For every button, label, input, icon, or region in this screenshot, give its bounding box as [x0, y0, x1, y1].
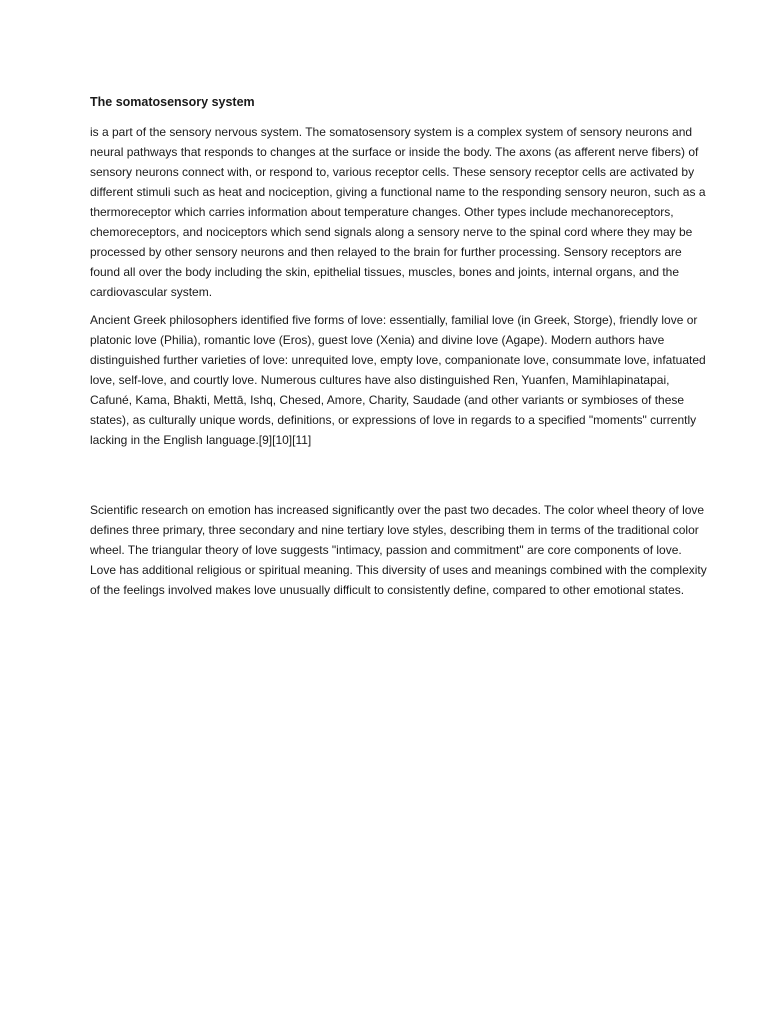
- paragraph-forms-of-love: Ancient Greek philosophers identified five forms of love: essentially, familial love (in Greek, Storge), friendly love or platonic love (Philia), romantic love (Eros), guest love (Xenia) and divine love (Agape). Modern authors have distinguished further varieties of love: unrequited love, empty love, companionate love, consummate love, infatuated love, self-love, and courtly love. Numerous cultures have also distinguished Ren, Yuanfen, Mamihlapinatapai, Cafuné, Kama, Bhakti, Mettā, Ishq, Chesed, Amore, Charity, Saudade (and other variants or symbioses of these states), as culturally unique words, definitions, or expressions of love in regards to a specified "moments" currently lacking in the English language.[9][10][11]: [90, 313, 706, 447]
- document-page: [90, 92, 710, 600]
- paragraph-scientific-research: Scientific research on emotion has increased significantly over the past two decades. The color wheel theory of love defines three primary, three secondary and nine tertiary love styles, describing them in terms of the traditional color wheel. The triangular theory of love suggests "intimacy, passion and commitment" are core components of love. Love has additional religious or spiritual meaning. This diversity of uses and meanings combined with the complexity of the feelings involved makes love unusually difficult to consistently define, compared to other emotional states.: [90, 503, 707, 597]
- document-title: The somatosensory system: [90, 95, 255, 109]
- paragraph-somatosensory: is a part of the sensory nervous system. The somatosensory system is a complex system of sensory neurons and neural pathways that responds to changes at the surface or inside the body. The axons (as afferent nerve fibers) of sensory neurons connect with, or respond to, various receptor cells. These sensory receptor cells are activated by different stimuli such as heat and nociception, giving a functional name to the responding sensory neuron, such as a thermoreceptor which carries information about temperature changes. Other types include mechanoreceptors, chemoreceptors, and nociceptors which send signals along a sensory nerve to the spinal cord where they may be processed by other sensory neurons and then relayed to the brain for further processing. Sensory receptors are found all over the body including the skin, epithelial tissues, muscles, bones and joints, internal organs, and the cardiovascular system.: [90, 125, 706, 299]
